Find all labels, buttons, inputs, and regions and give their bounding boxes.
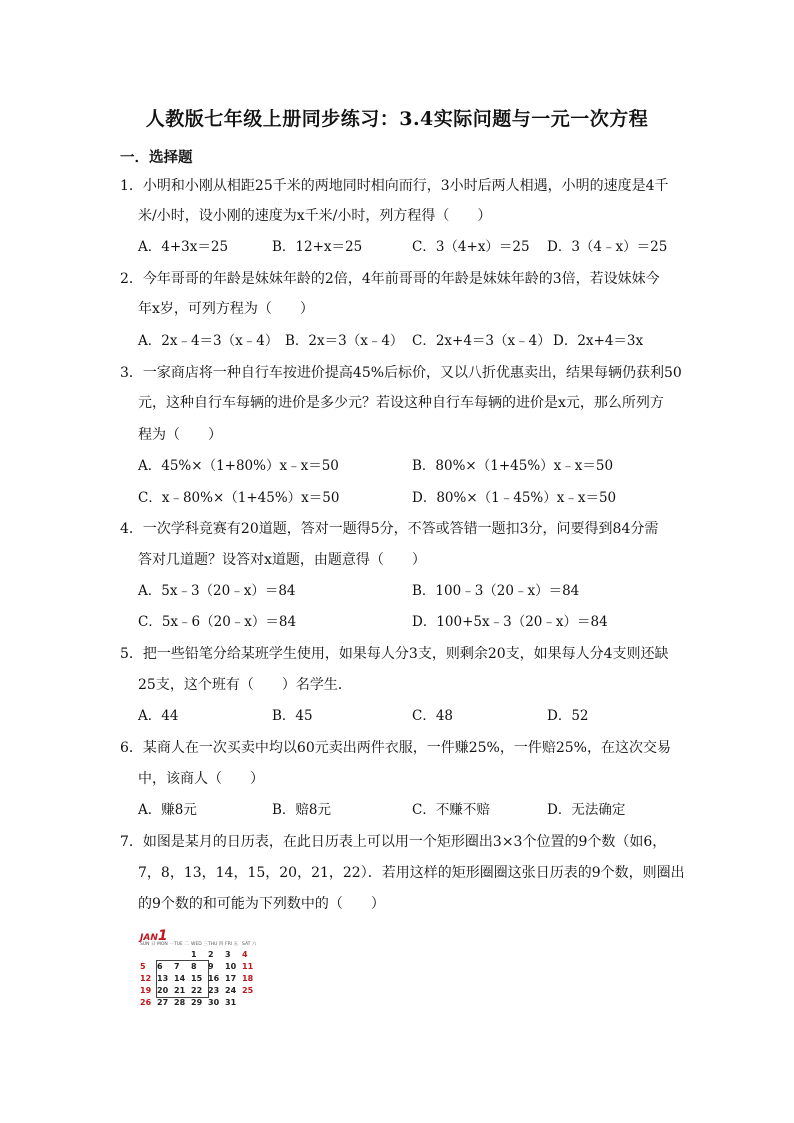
question-1-option-a: A．4+3x＝25 [138, 239, 229, 255]
question-2-line-2: 年x岁，可列方程为（ ） [138, 301, 314, 317]
calendar-day: 31 [225, 998, 237, 1007]
calendar-weekday: TUE 二 [174, 942, 189, 947]
calendar-day: 3 [225, 950, 231, 959]
question-5-line-2: 25支，这个班有（ ）名学生． [138, 677, 352, 693]
question-2-line-1: 2．今年哥哥的年龄是妹妹年龄的2倍，4年前哥哥的年龄是妹妹年龄的3倍，若设妹妹今 [120, 271, 660, 287]
calendar-day: 25 [242, 986, 254, 995]
section-heading: 一．选择题 [120, 149, 193, 166]
calendar-day: 14 [174, 974, 186, 983]
question-3-line-3: 程为（ ） [138, 427, 222, 443]
question-7-line-1: 7．如图是某月的日历表，在此日历表上可以用一个矩形圈出3×3个位置的9个数（如6， [120, 834, 667, 850]
question-6-option-d: D．无法确定 [547, 802, 626, 818]
calendar-weekday: THU 四 [208, 942, 224, 947]
calendar-day [140, 949, 157, 961]
calendar-figure [140, 928, 260, 1014]
question-7-line-3: 的9个数的和可能为下列数中的（ ） [138, 896, 385, 912]
question-4-option-c: C．5x﹣6（20﹣x）＝84 [138, 614, 297, 630]
calendar-selection-box [156, 960, 209, 998]
question-5-option-c: C．48 [412, 708, 454, 724]
question-4-line-1: 4．一次学科竞赛有20道题，答对一题得5分，不答或答错一题扣3分，问要得到84分需 [120, 521, 659, 537]
question-1-option-b: B．12+x＝25 [272, 239, 363, 255]
question-3-line-2: 元，这种自行车每辆的进价是多少元？若设这种自行车每辆的进价是x元，那么所列方 [138, 395, 664, 411]
question-4-option-a: A．5x﹣3（20﹣x）＝84 [138, 583, 296, 599]
calendar-day: 5 [140, 962, 146, 971]
calendar-day: 30 [208, 998, 220, 1007]
page-title: 人教版七年级上册同步练习：3.4实际问题与一元一次方程 [145, 108, 649, 130]
calendar-day: 11 [242, 962, 254, 971]
calendar-day: 4 [242, 950, 248, 959]
calendar-grid [140, 941, 260, 1013]
question-1-option-d: D．3（4﹣x）＝25 [547, 239, 668, 255]
question-3-option-c: C．x﹣80%×（1+45%）x＝50 [138, 490, 340, 506]
calendar-day: 24 [225, 986, 237, 995]
question-2-option-a: A．2x﹣4＝3（x﹣4） [138, 333, 279, 349]
calendar-day: 16 [208, 974, 220, 983]
calendar-day: 8 [191, 962, 197, 971]
question-5-option-b: B．45 [272, 708, 313, 724]
calendar-day: 18 [242, 974, 254, 983]
question-4-option-b: B．100﹣3（20﹣x）＝84 [412, 583, 580, 599]
question-4-line-2: 答对几道题？设答对x道题，由题意得（ ） [138, 552, 426, 568]
question-5-option-d: D．52 [547, 708, 589, 724]
question-6-line-2: 中，该商人（ ） [138, 771, 264, 787]
calendar-day: 2 [208, 950, 214, 959]
calendar-day: 28 [174, 998, 186, 1007]
calendar-day: 1 [191, 950, 197, 959]
question-3-line-1: 3．一家商店将一种自行车按进价提高45%后标价，又以八折优惠卖出，结果每辆仍获利50 [120, 365, 682, 381]
calendar-weekday: SAT 六 [242, 942, 257, 947]
calendar-weekday: WED 三 [191, 942, 208, 947]
calendar-day [242, 997, 259, 1009]
question-6-option-b: B．赔8元 [272, 802, 332, 818]
calendar-weekday: MON 一 [157, 942, 174, 947]
question-4-option-d: D．100+5x﹣3（20﹣x）＝84 [412, 614, 608, 630]
question-2-option-b: B．2x＝3（x﹣4） [285, 333, 404, 349]
calendar-day: 7 [174, 962, 180, 971]
calendar-day: 27 [157, 998, 169, 1007]
question-6-line-1: 6．某商人在一次买卖中均以60元卖出两件衣服，一件赚25%，一件赔25%，在这次交易 [120, 740, 671, 756]
calendar-day: 23 [208, 986, 220, 995]
calendar-day: 20 [157, 986, 169, 995]
question-2-option-d: D．2x+4＝3x [553, 333, 644, 349]
question-5-option-a: A．44 [138, 708, 179, 724]
calendar-day: 13 [157, 974, 169, 983]
calendar-day: 29 [191, 998, 203, 1007]
calendar-day: 17 [225, 974, 237, 983]
question-1-option-c: C．3（4+x）＝25 [412, 239, 530, 255]
calendar-day: 22 [191, 986, 203, 995]
calendar-day: 6 [157, 962, 163, 971]
question-5-line-1: 5．把一些铅笔分给某班学生使用，如果每人分3支，则剩余20支，如果每人分4支则还缺 [120, 646, 669, 662]
question-3-option-b: B．80%×（1+45%）x﹣x＝50 [412, 458, 614, 474]
calendar-day: 12 [140, 974, 152, 983]
calendar-day: 19 [140, 986, 152, 995]
question-1-line-1: 1．小明和小刚从相距25千米的两地同时相向而行，3小时后两人相遇，小明的速度是4千 [120, 178, 669, 194]
calendar-day: 9 [208, 962, 214, 971]
calendar-month-number: 1 [157, 928, 168, 944]
question-6-option-c: C．不赚不赔 [412, 802, 490, 818]
calendar-day: 21 [174, 986, 186, 995]
question-3-option-a: A．45%×（1+80%）x﹣x＝50 [138, 458, 339, 474]
calendar-weekday: FRI 五 [225, 942, 238, 947]
calendar-day: 26 [140, 998, 152, 1007]
calendar-month-label: JAN [140, 933, 158, 943]
calendar-day: 10 [225, 962, 237, 971]
question-7-line-2: 7，8，13，14，15，20，21，22）．若用这样的矩形圈圈这张日历表的9个数，则圈出 [138, 865, 685, 881]
calendar-weekday: SUN 日 [140, 942, 156, 947]
question-6-option-a: A．赚8元 [138, 802, 197, 818]
calendar-day: 15 [191, 974, 203, 983]
question-2-option-c: C．2x+4＝3（x﹣4） [412, 333, 551, 349]
question-1-line-2: 米/小时，设小刚的速度为x千米/小时，列方程得（ ） [138, 208, 492, 224]
question-3-option-d: D．80%×（1﹣45%）x﹣x＝50 [412, 490, 617, 506]
